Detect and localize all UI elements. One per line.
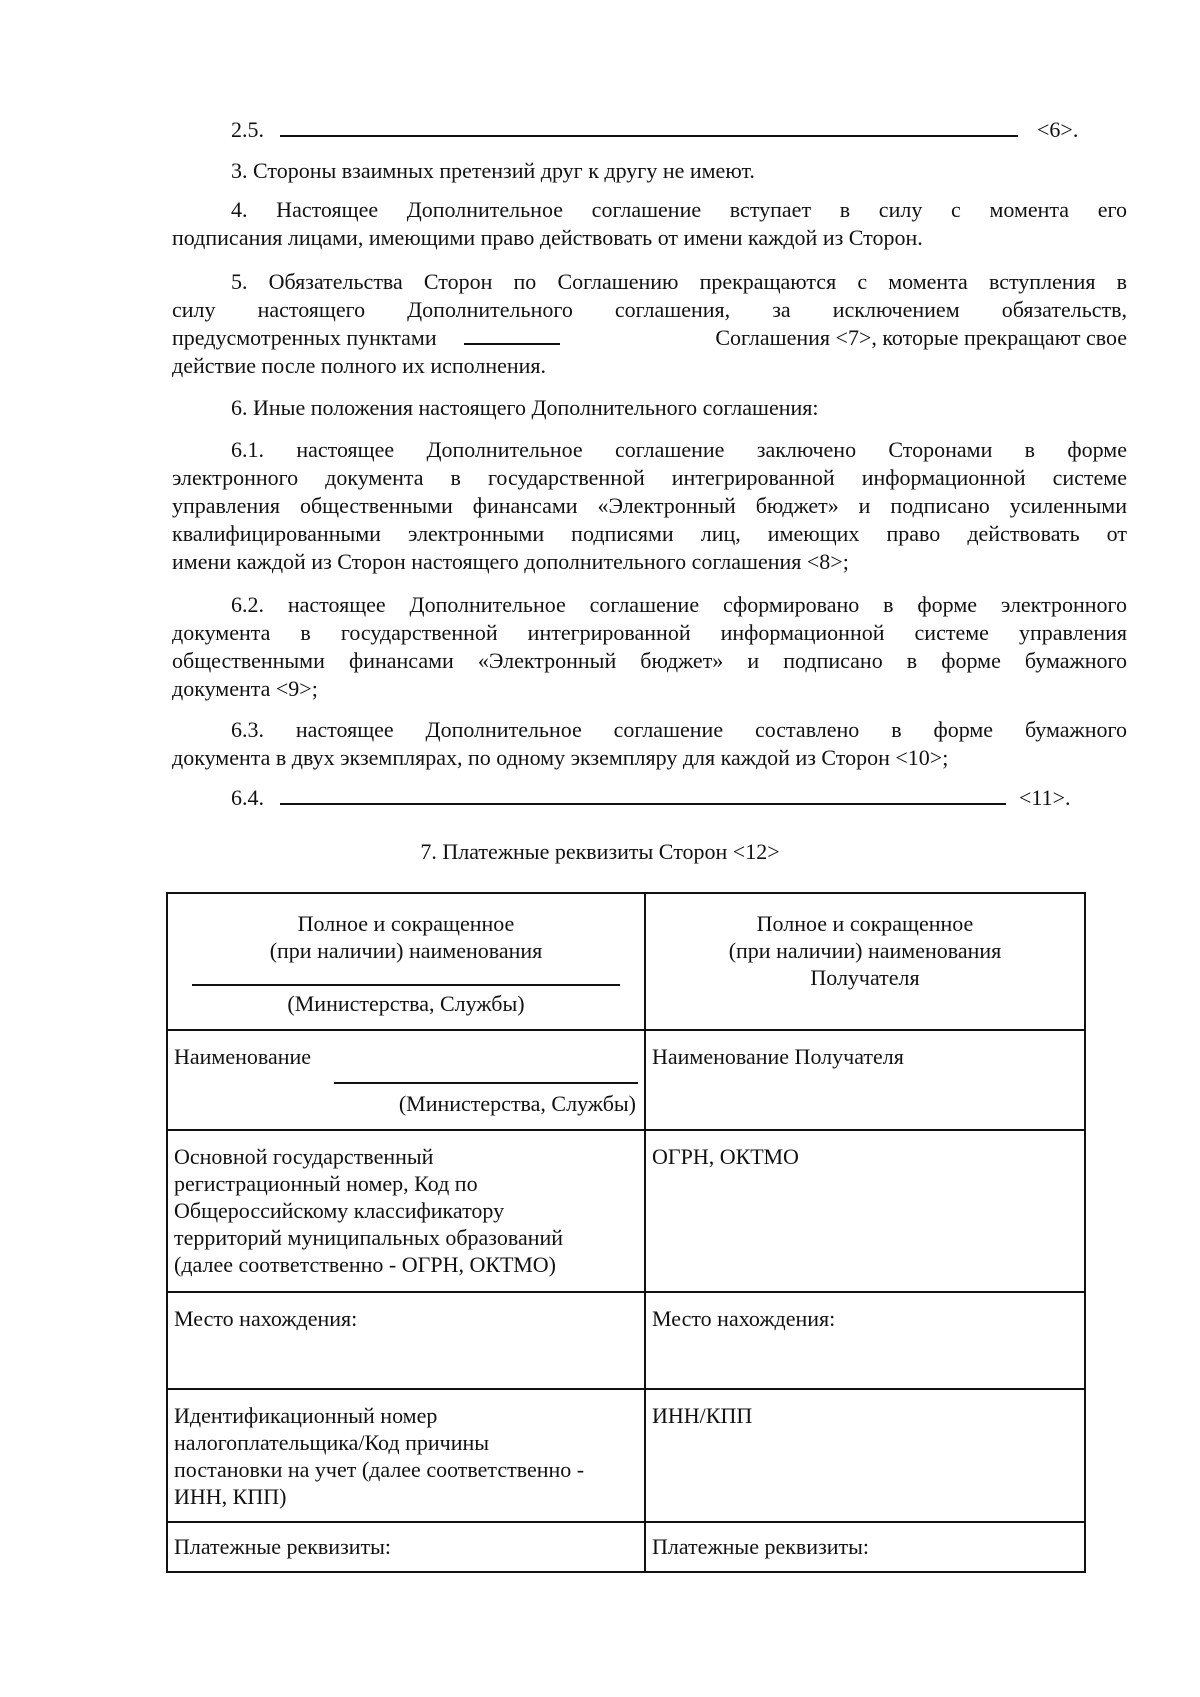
ogrn-left-line-4: территорий муниципальных образований <box>174 1225 564 1250</box>
inn-left-line-2: налогоплательщика/Код причины <box>174 1430 490 1455</box>
inn-left-line-3: постановки на учет (далее соответственно - <box>174 1457 585 1482</box>
table-row-ogrn <box>167 1130 1085 1292</box>
clause-6-4-number: 6.4. <box>231 785 264 810</box>
clause-5-line-1: 5. Обязательства Сторон по Соглашению прекращаются с момента вступления в <box>231 269 1127 294</box>
name-left-sub: (Министерства, Службы) <box>398 1091 636 1116</box>
location-right-cell <box>645 1292 1085 1389</box>
header-right-line-1: Полное и сокращенное <box>756 911 974 936</box>
table-row-name <box>167 1030 1085 1130</box>
table-row-location <box>167 1292 1085 1389</box>
ogrn-left-line-2: регистрационный номер, Код по <box>174 1171 478 1196</box>
header-left-underline <box>192 972 620 986</box>
clause-6-1-line-2: электронного документа в государственной интегрированной информационной системе <box>172 465 1127 490</box>
clause-6-1-line-5: имени каждой из Сторон настоящего дополнительного соглашения <8>; <box>172 549 849 574</box>
clause-6-2-line-4: документа <9>; <box>172 676 318 701</box>
name-left-cell <box>167 1030 645 1130</box>
clause-6-2-line-1: 6.2. настоящее Дополнительное соглашение сформировано в форме электронного <box>231 592 1127 617</box>
location-left-cell <box>167 1292 645 1389</box>
clause-6-3-line-2: документа в двух экземплярах, по одному экземпляру для каждой из Сторон <10>; <box>172 745 949 770</box>
inn-right-cell <box>645 1389 1085 1522</box>
header-left-line-1: Полное и сокращенное <box>297 911 515 936</box>
header-right-cell <box>645 893 1085 1030</box>
clause-2-5 <box>231 116 1078 144</box>
name-right-cell <box>645 1030 1085 1130</box>
inn-right-label: ИНН/КПП <box>652 1403 753 1428</box>
inn-left-line-4: ИНН, КПП) <box>174 1484 287 1509</box>
section-7-title: 7. Платежные реквизиты Сторон <12> <box>420 839 780 864</box>
header-right-line-3: Получателя <box>810 965 920 990</box>
clause-4-line-1: 4. Настоящее Дополнительное соглашение вступает в силу с момента его <box>231 197 1127 222</box>
payment-right-label: Платежные реквизиты: <box>652 1534 870 1559</box>
clause-6-4-blank <box>280 785 1006 805</box>
clause-6-4-ref: <11>. <box>1019 785 1071 810</box>
clause-6-1-line-1: 6.1. настоящее Дополнительное соглашение заключено Сторонами в форме <box>231 437 1127 462</box>
clause-5-line-3-start: предусмотренных пунктами <box>172 325 437 350</box>
inn-left-cell <box>167 1389 645 1522</box>
clause-2-5-ref: <6>. <box>1037 117 1079 142</box>
clause-2-5-blank <box>280 117 1018 137</box>
clause-6-1-line-3: управления общественными финансами «Электронный бюджет» и подписано усиленными <box>172 493 1127 518</box>
ogrn-left-cell <box>167 1130 645 1292</box>
table-row-payment <box>167 1522 1085 1572</box>
ogrn-right-cell <box>645 1130 1085 1292</box>
clause-5-line-3 <box>172 324 1127 352</box>
clause-5-line-3-end: Соглашения <7>, которые прекращают свое <box>715 325 1127 350</box>
clause-2-5-number: 2.5. <box>231 117 264 142</box>
clause-6-4 <box>231 784 1071 812</box>
clause-6-2-line-2: документа в государственной интегрированной информационной системе управления <box>172 620 1127 645</box>
clause-6-1-line-4: квалифицированными электронными подписями лиц, имеющих право действовать от <box>172 521 1127 546</box>
name-left-label: Наименование <box>174 1044 312 1069</box>
table-row-inn <box>167 1389 1085 1522</box>
payment-left-cell <box>167 1522 645 1572</box>
inn-left-line-1: Идентификационный номер <box>174 1403 438 1428</box>
table-row-header <box>167 893 1085 1030</box>
header-left-line-2: (при наличии) наименования <box>269 938 543 963</box>
clause-3: 3. Стороны взаимных претензий друг к другу не имеют. <box>231 158 755 183</box>
ogrn-left-line-1: Основной государственный <box>174 1144 434 1169</box>
clause-4-line-2: подписания лицами, имеющими право действовать от имени каждой из Сторон. <box>172 225 923 250</box>
clause-6-2-line-3: общественными финансами «Электронный бюджет» и подписано в форме бумажного <box>172 648 1127 673</box>
header-left-cell <box>167 893 645 1030</box>
location-left-label: Место нахождения: <box>174 1306 358 1331</box>
ogrn-left-line-5: (далее соответственно - ОГРН, ОКТМО) <box>174 1252 556 1277</box>
name-right-label: Наименование Получателя <box>652 1044 904 1069</box>
payment-left-label: Платежные реквизиты: <box>174 1534 392 1559</box>
ogrn-right-label: ОГРН, ОКТМО <box>652 1144 799 1169</box>
payment-requisites-table <box>166 892 1086 1573</box>
ogrn-left-line-3: Общероссийскому классификатору <box>174 1198 505 1223</box>
location-right-label: Место нахождения: <box>652 1306 836 1331</box>
clause-6: 6. Иные положения настоящего Дополнительного соглашения: <box>231 395 819 420</box>
clause-5-points-blank <box>464 325 560 345</box>
payment-right-cell <box>645 1522 1085 1572</box>
clause-6-3-line-1: 6.3. настоящее Дополнительное соглашение составлено в форме бумажного <box>231 717 1127 742</box>
clause-5-line-2: силу настоящего Дополнительного соглашения, за исключением обязательств, <box>172 297 1127 322</box>
name-left-underline <box>334 1082 638 1084</box>
header-left-sub: (Министерства, Службы) <box>287 991 525 1016</box>
header-right-line-2: (при наличии) наименования <box>728 938 1002 963</box>
clause-5-line-4: действие после полного их исполнения. <box>172 353 547 378</box>
